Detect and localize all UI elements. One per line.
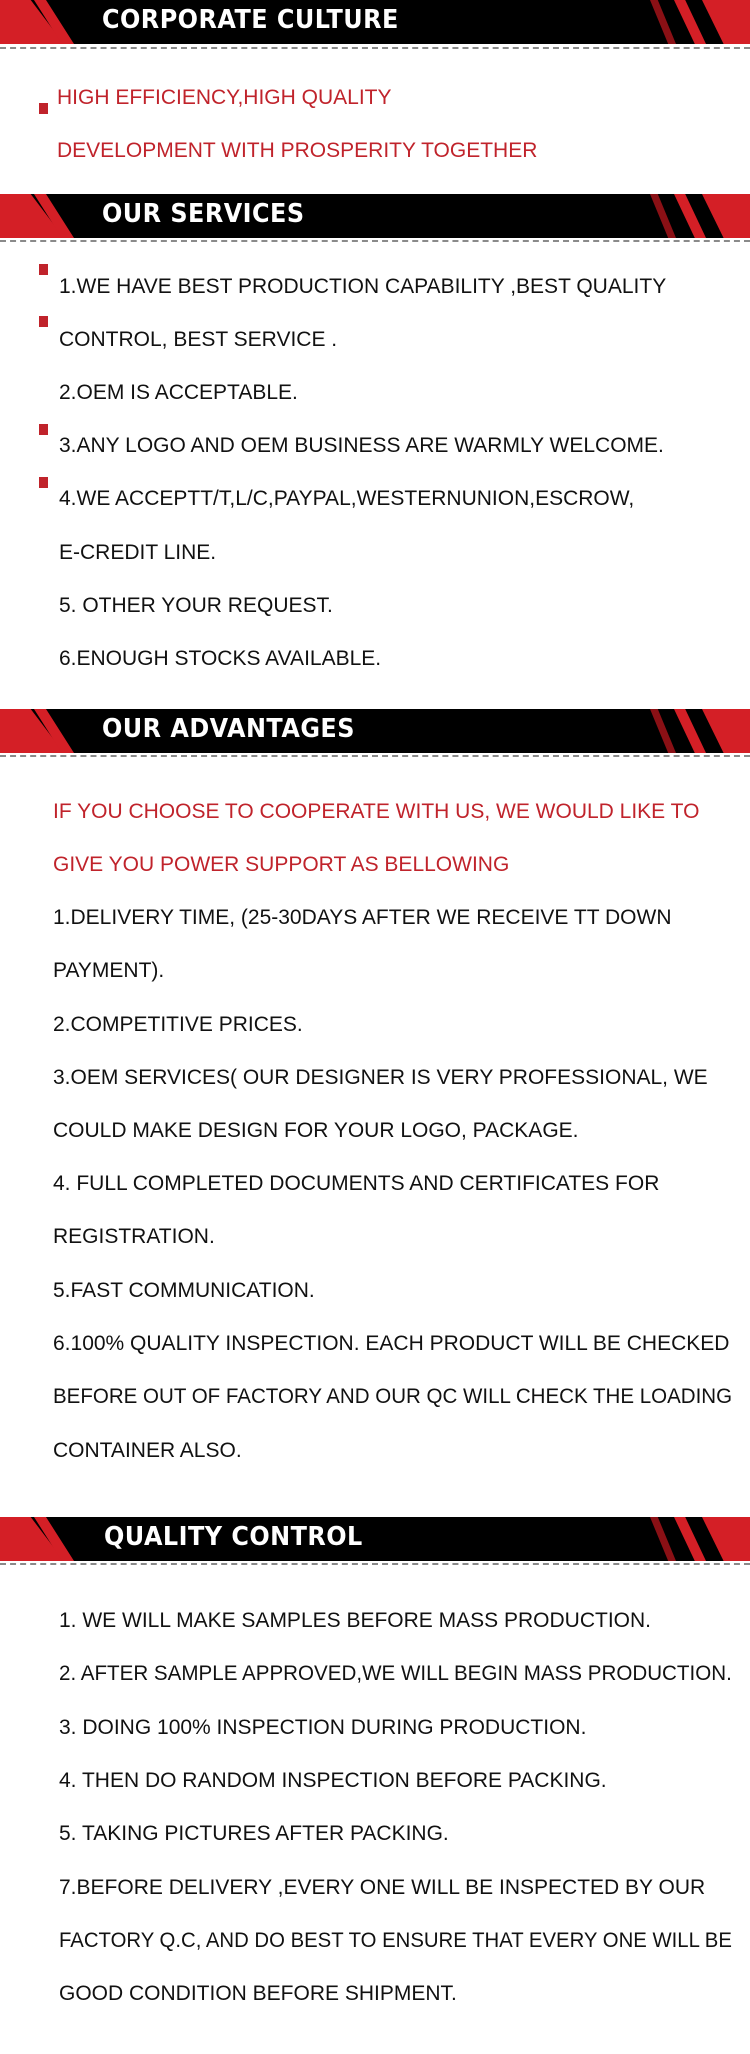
banner-stripe-decoration	[702, 194, 750, 238]
dashed-divider	[0, 1563, 750, 1565]
dashed-divider	[0, 47, 750, 49]
quality-line: 3. DOING 100% INSPECTION DURING PRODUCTION.	[59, 1716, 587, 1739]
service-line: 4.WE ACCEPTT/T,L/C,PAYPAL,WESTERNUNION,ESCROW,	[59, 487, 635, 510]
banner-stripe-decoration	[674, 709, 706, 753]
red-bullet-marker	[39, 316, 48, 327]
banner-stripe-decoration	[702, 1517, 750, 1561]
section-banner-quality-control	[0, 1517, 750, 1561]
quality-line: 7.BEFORE DELIVERY ,EVERY ONE WILL BE INSPECTED BY OUR	[59, 1876, 706, 1899]
red-bullet-marker	[39, 477, 48, 488]
service-line: E-CREDIT LINE.	[59, 541, 217, 564]
red-bullet-marker	[39, 103, 48, 114]
dashed-divider	[0, 755, 750, 757]
banner-stripe-decoration	[674, 0, 706, 44]
banner-stripe-decoration	[650, 194, 676, 238]
dashed-divider	[0, 240, 750, 242]
service-line: 2.OEM IS ACCEPTABLE.	[59, 381, 298, 404]
banner-stripe-decoration	[650, 709, 676, 753]
culture-line: HIGH EFFICIENCY,HIGH QUALITY	[57, 86, 392, 109]
quality-line: 2. AFTER SAMPLE APPROVED,WE WILL BEGIN MASS PRODUCTION.	[59, 1662, 732, 1685]
service-line: 3.ANY LOGO AND OEM BUSINESS ARE WARMLY WELCOME.	[59, 434, 664, 457]
section-banner-our-services	[0, 194, 750, 238]
advantage-line: 2.COMPETITIVE PRICES.	[53, 1013, 303, 1036]
advantage-line: PAYMENT).	[53, 959, 165, 982]
quality-line: GOOD CONDITION BEFORE SHIPMENT.	[59, 1982, 457, 2005]
section-title: QUALITY CONTROL	[104, 1522, 363, 1552]
banner-stripe-decoration	[702, 709, 750, 753]
culture-line: DEVELOPMENT WITH PROSPERITY TOGETHER	[57, 139, 538, 162]
banner-stripe-decoration	[650, 0, 676, 44]
advantage-line: CONTAINER ALSO.	[53, 1439, 242, 1462]
service-line: CONTROL, BEST SERVICE .	[59, 328, 338, 351]
service-line: 1.WE HAVE BEST PRODUCTION CAPABILITY ,BEST QUALITY	[59, 275, 667, 298]
section-title: OUR ADVANTAGES	[102, 714, 355, 744]
advantages-intro-line: GIVE YOU POWER SUPPORT AS BELLOWING	[53, 853, 510, 876]
section-title: CORPORATE CULTURE	[102, 5, 399, 35]
section-title: OUR SERVICES	[102, 199, 305, 229]
advantage-line: 4. FULL COMPLETED DOCUMENTS AND CERTIFICATES FOR	[53, 1172, 660, 1195]
banner-stripe-decoration	[674, 194, 706, 238]
advantages-intro-line: IF YOU CHOOSE TO COOPERATE WITH US, WE WOULD LIKE TO	[53, 800, 700, 823]
service-line: 6.ENOUGH STOCKS AVAILABLE.	[59, 647, 382, 670]
advantage-line: 5.FAST COMMUNICATION.	[53, 1279, 315, 1302]
red-bullet-marker	[39, 264, 48, 275]
quality-line: 1. WE WILL MAKE SAMPLES BEFORE MASS PRODUCTION.	[59, 1609, 651, 1632]
banner-stripe-decoration	[674, 1517, 706, 1561]
advantage-line: BEFORE OUT OF FACTORY AND OUR QC WILL CHECK THE LOADING	[53, 1385, 733, 1408]
section-banner-corporate-culture	[0, 0, 750, 44]
advantage-line: 1.DELIVERY TIME, (25-30DAYS AFTER WE RECEIVE TT DOWN	[53, 906, 672, 929]
banner-stripe-decoration	[650, 1517, 676, 1561]
quality-line: 4. THEN DO RANDOM INSPECTION BEFORE PACKING.	[59, 1769, 607, 1792]
banner-stripe-decoration	[702, 0, 750, 44]
advantage-line: COULD MAKE DESIGN FOR YOUR LOGO, PACKAGE.	[53, 1119, 579, 1142]
advantage-line: 3.OEM SERVICES( OUR DESIGNER IS VERY PROFESSIONAL, WE	[53, 1066, 708, 1089]
advantage-line: 6.100% QUALITY INSPECTION. EACH PRODUCT WILL BE CHECKED	[53, 1332, 730, 1355]
red-bullet-marker	[39, 424, 48, 435]
service-line: 5. OTHER YOUR REQUEST.	[59, 594, 333, 617]
advantage-line: REGISTRATION.	[53, 1225, 215, 1248]
quality-line: 5. TAKING PICTURES AFTER PACKING.	[59, 1822, 449, 1845]
section-banner-our-advantages	[0, 709, 750, 753]
quality-line: FACTORY Q.C, AND DO BEST TO ENSURE THAT EVERY ONE WILL BE	[59, 1929, 732, 1952]
